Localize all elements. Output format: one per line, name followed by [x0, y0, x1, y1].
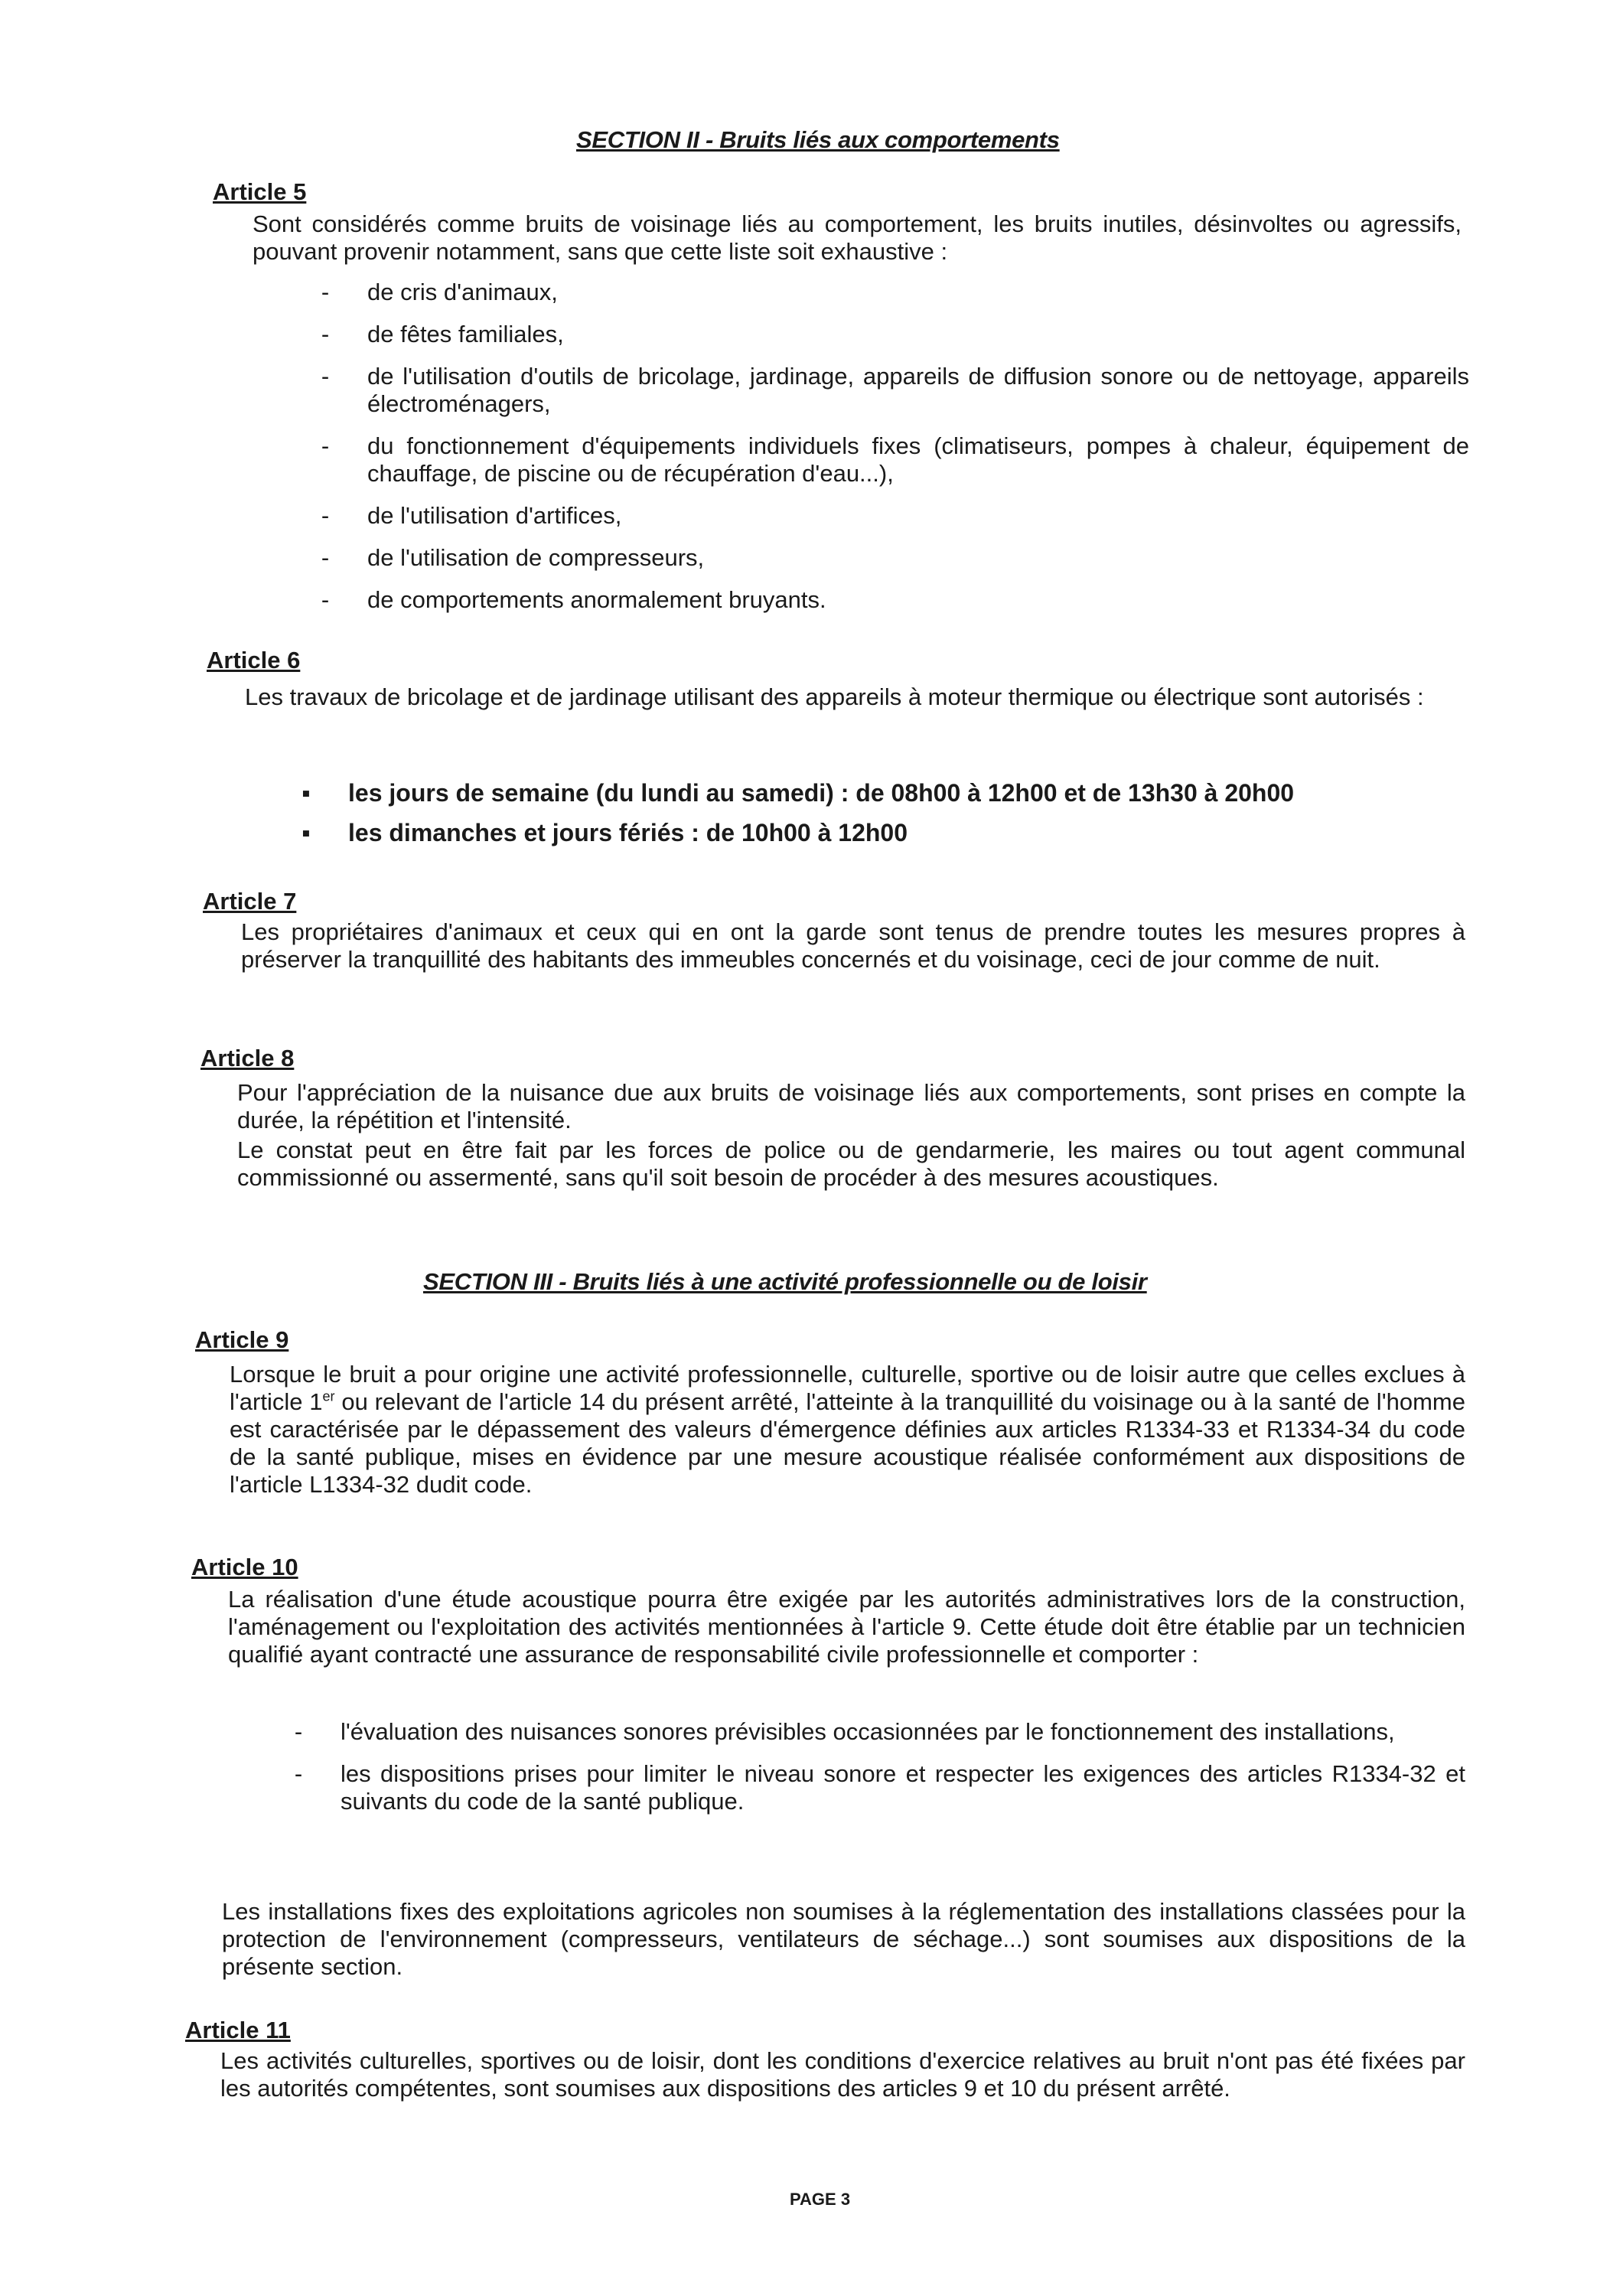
section-3-title: SECTION III - Bruits liés à une activité professionnelle ou de loisir — [423, 1268, 1147, 1295]
list-item-text: de fêtes familiales, — [367, 321, 564, 347]
list-item-text: de l'utilisation d'outils de bricolage, jardinage, appareils de diffusion sonore ou de nettoyage, appareils électroménagers, — [367, 363, 1469, 417]
list-item-text: de comportements anormalement bruyants. — [367, 586, 826, 613]
list-marker-icon: - — [294, 1760, 303, 1787]
article-10-list — [287, 1718, 1465, 1830]
list-item-text: les jours de semaine (du lundi au samedi) : de 08h00 à 12h00 et de 13h30 à 20h00 — [348, 779, 1295, 807]
list-item — [314, 586, 1469, 614]
list-item-text: de cris d'animaux, — [367, 279, 558, 305]
list-item — [314, 321, 1469, 348]
list-item-text: l'évaluation des nuisances sonores prévisibles occasionnées par le fonctionnement des installations, — [341, 1718, 1395, 1745]
list-item — [314, 502, 1469, 530]
article-6-list — [295, 779, 1465, 859]
list-item — [287, 1718, 1465, 1746]
list-marker-icon: - — [321, 279, 330, 305]
list-item-text: les dimanches et jours fériés : de 10h00 à 12h00 — [348, 819, 908, 846]
list-item-text: de l'utilisation d'artifices, — [367, 502, 622, 529]
list-marker-icon: - — [294, 1718, 303, 1745]
article-6-intro: Les travaux de bricolage et de jardinage utilisant des appareils à moteur thermique ou électrique sont autorisés : — [245, 683, 1424, 710]
list-marker-icon: - — [321, 432, 330, 459]
article-5-title: Article 5 — [213, 178, 307, 205]
list-marker-icon: ▪ — [301, 819, 311, 846]
list-marker-icon: - — [321, 586, 330, 613]
article-10-title: Article 10 — [191, 1554, 298, 1580]
article-6-title: Article 6 — [207, 647, 301, 673]
list-marker-icon: - — [321, 502, 330, 529]
list-item — [314, 432, 1469, 488]
article-8-p1: Pour l'appréciation de la nuisance due aux bruits de voisinage liés aux comportements, sont prises en compte la durée, la répétition et l'intensité. — [237, 1079, 1465, 1133]
article-8-p2: Le constat peut en être fait par les forces de police ou de gendarmerie, les maires ou tout agent communal commissionné ou assermenté, sans qu'il soit besoin de procéder à des mesures acoustiques. — [237, 1137, 1465, 1191]
list-item-text: les dispositions prises pour limiter le niveau sonore et respecter les exigences des articles R1334-32 et suivants du code de la santé publique. — [341, 1760, 1465, 1815]
article-11-text: Les activités culturelles, sportives ou de loisir, dont les conditions d'exercice relatives au bruit n'ont pas été fixées par les autorités compétentes, sont soumises aux dispositions des articles 9 et 10 du présent arrêté. — [220, 2047, 1465, 2102]
article-11-title: Article 11 — [185, 2017, 291, 2043]
section-2-title: SECTION II - Bruits liés aux comportements — [576, 126, 1060, 153]
list-item-text: du fonctionnement d'équipements individuels fixes (climatiseurs, pompes à chaleur, équipement de chauffage, de piscine ou de récupération d'eau...), — [367, 432, 1469, 487]
list-item-text: de l'utilisation de compresseurs, — [367, 544, 705, 571]
list-item — [314, 279, 1469, 306]
list-item — [314, 363, 1469, 418]
list-marker-icon: - — [321, 363, 330, 390]
list-marker-icon: ▪ — [301, 779, 311, 807]
article-9-text: Lorsque le bruit a pour origine une activité professionnelle, culturelle, sportive ou de loisir autre que celles exclues à l'article 1er ou relevant de l'article 14 du présent arrêté, l'atteinte à la tranquillité du voisinage ou à la santé de l'homme est caractérisée par le dépassement des valeurs d'émergence définies aux articles R1334-33 et R1334-34 du code de la santé publique, mises en évidence par une mesure acoustique réalisée conformément aux dispositions de l'article L1334-32 dudit code. — [230, 1361, 1465, 1498]
list-item — [295, 819, 1465, 846]
article-5-list — [314, 279, 1469, 628]
list-item — [314, 544, 1469, 572]
list-item — [295, 779, 1465, 807]
article-7-text: Les propriétaires d'animaux et ceux qui en ont la garde sont tenus de prendre toutes les mesures propres à préserver la tranquillité des habitants des immeubles concernés et du voisinage, ceci de jour comme de nuit. — [241, 918, 1465, 973]
article-8-title: Article 8 — [200, 1045, 295, 1071]
page-number: PAGE 3 — [790, 2190, 851, 2209]
list-marker-icon: - — [321, 321, 330, 347]
article-7-title: Article 7 — [203, 888, 297, 915]
list-marker-icon: - — [321, 544, 330, 571]
article-9-title: Article 9 — [195, 1326, 289, 1353]
list-item — [287, 1760, 1465, 1815]
article-10-p2: Les installations fixes des exploitations agricoles non soumises à la réglementation des installations classées pour la protection de l'environnement (compresseurs, ventilateurs de séchage...) sont soumises aux dispositions de la présente section. — [222, 1898, 1465, 1980]
article-10-intro: La réalisation d'une étude acoustique pourra être exigée par les autorités administratives lors de la construction, l'aménagement ou l'exploitation des activités mentionnées à l'article 9. Cette étude doit être établie par un technicien qualifié ayant contracté une assurance de responsabilité civile professionnelle et comporter : — [228, 1586, 1465, 1668]
article-5-intro: Sont considérés comme bruits de voisinage liés au comportement, les bruits inutiles, désinvoltes ou agressifs, pouvant provenir notamment, sans que cette liste soit exhaustive : — [253, 210, 1462, 265]
